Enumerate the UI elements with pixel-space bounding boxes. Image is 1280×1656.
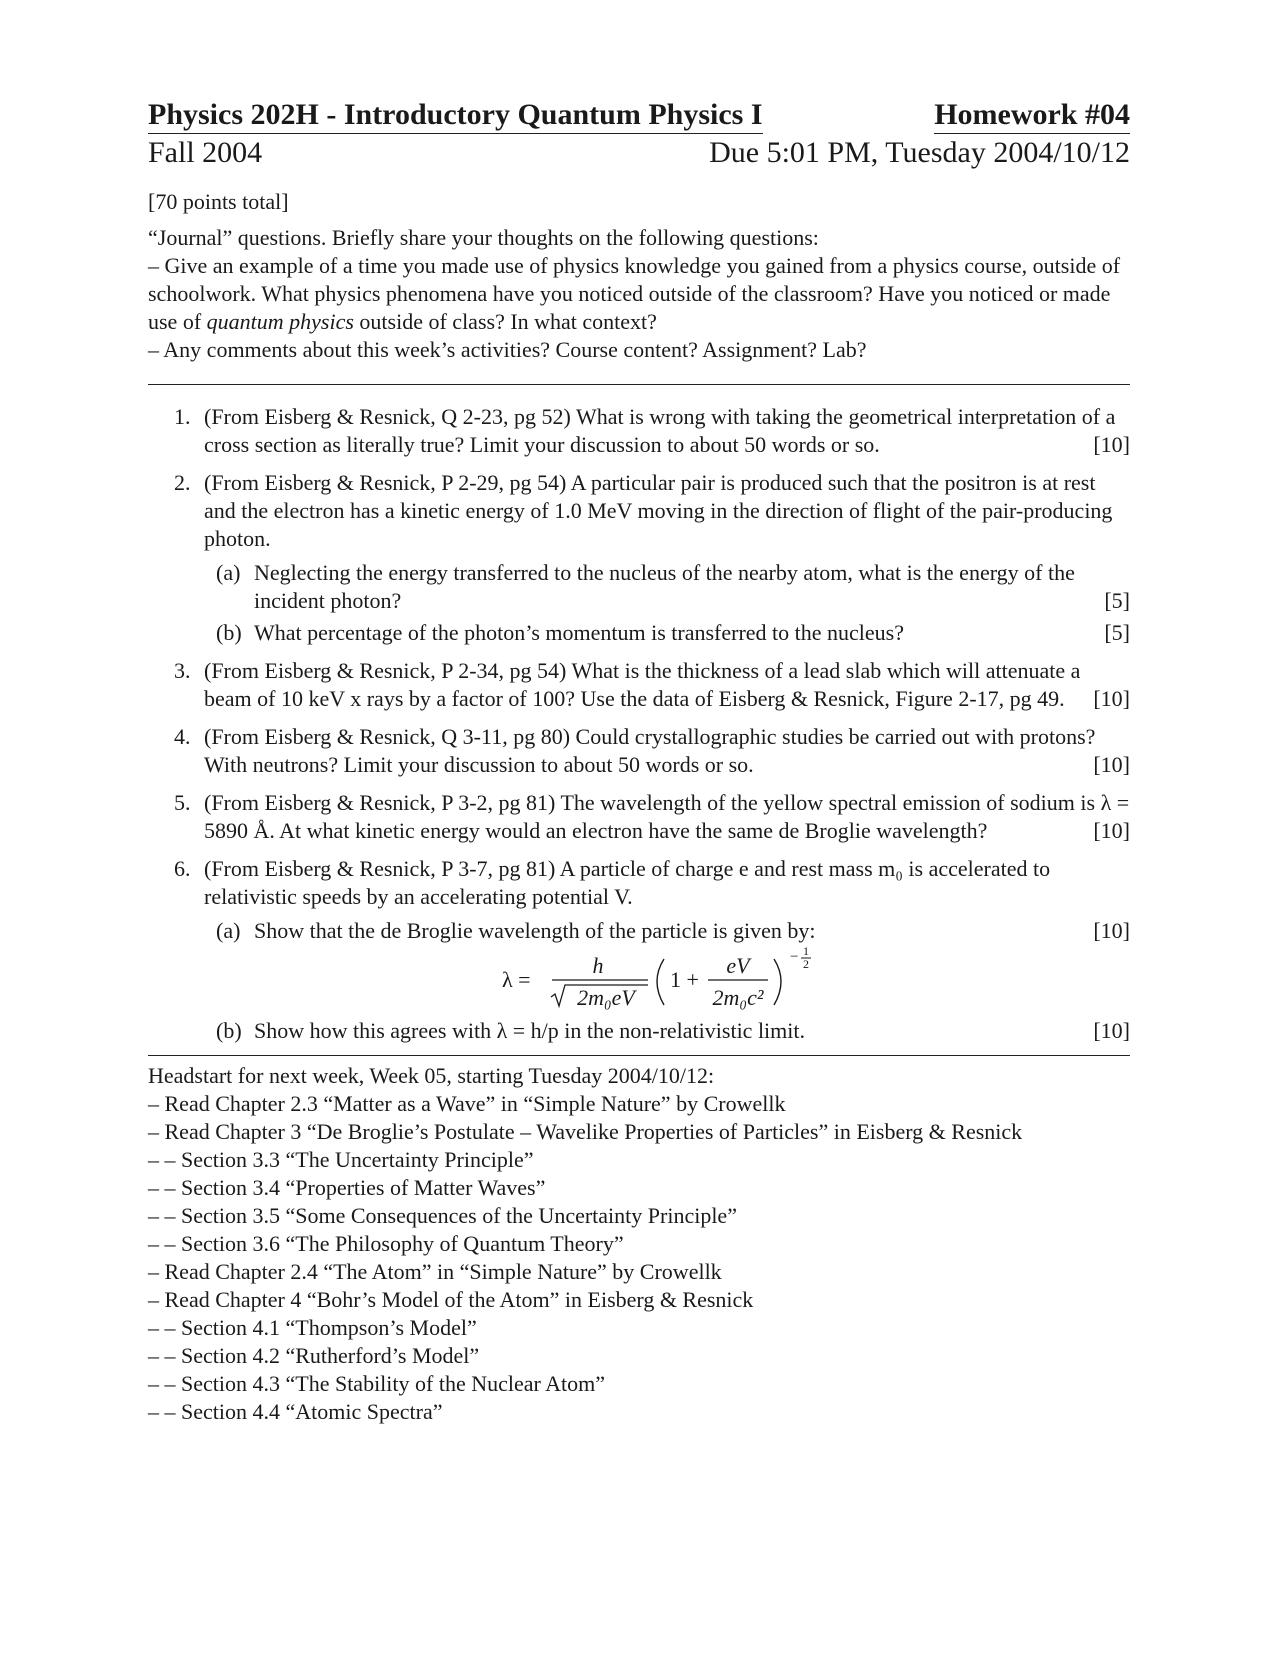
reading-item: – Read Chapter 3 “De Broglie’s Postulate – Wavelike Properties of Particles” in Eisberg & Resnick	[148, 1119, 1023, 1144]
term: Fall 2004	[148, 136, 263, 169]
part-points: [10]	[1093, 918, 1130, 943]
equation-numerator-h: h	[592, 953, 604, 978]
problem-parts-continued	[204, 1017, 1130, 1045]
equation-numerator-ev: eV	[726, 953, 750, 978]
part-b	[204, 619, 1130, 647]
part-points: [5]	[1104, 588, 1130, 613]
part-text: Show how this agrees with λ = h/p in the non-relativistic limit.	[254, 1018, 806, 1043]
exponent-sign: −	[790, 949, 799, 965]
problem-text: (From Eisberg & Resnick, P 2-34, pg 54) What is the thickness of a lead slab which will attenuate a beam of 10 keV x rays by a factor of 100? Use the data of Eisberg & Resnick, Figure 2-17, pg 49.	[204, 658, 1081, 711]
problem-text: (From Eisberg & Resnick, Q 2-23, pg 52) What is wrong with taking the geometrical interpretation of a cross section as literally true? Limit your discussion to about 50 words or so.	[204, 404, 1116, 457]
equation-denominator-1: 2m₀eV	[577, 985, 635, 1010]
part-text: Show that the de Broglie wavelength of the particle is given by:	[254, 918, 816, 943]
reading-item: – – Section 3.5 “Some Consequences of the Uncertainty Principle”	[148, 1203, 737, 1228]
problem-text: (From Eisberg & Resnick, Q 3-11, pg 80) Could crystallographic studies be carried out with protons? With neutrons? Limit your discussion to about 50 words or so.	[204, 724, 1096, 777]
problem-parts	[204, 559, 1130, 647]
part-a	[204, 559, 1130, 615]
problem-4	[148, 723, 1130, 779]
problem-points: [10]	[1093, 818, 1130, 843]
part-label: (a)	[216, 918, 241, 943]
emphasis-quantum-physics: quantum physics	[206, 309, 354, 334]
problem-number: 4.	[174, 724, 191, 749]
problem-number: 5.	[174, 790, 191, 815]
problem-text: (From Eisberg & Resnick, P 2-29, pg 54) A particular pair is produced such that the positron is at rest and the electron has a kinetic energy of 1.0 MeV moving in the direction of flight of the pair-producing photon.	[204, 470, 1113, 551]
equation-denominator-2: 2m₀c²	[712, 985, 764, 1010]
reading-item: – Read Chapter 2.4 “The Atom” in “Simple Nature” by Crowellk	[148, 1259, 722, 1284]
journal-heading: “Journal” questions. Briefly share your thoughts on the following questions:	[148, 225, 819, 250]
left-paren	[657, 959, 664, 1005]
problem-parts	[204, 917, 1130, 945]
equation-graphic	[502, 944, 832, 1011]
homework-page	[148, 98, 1130, 1426]
problem-5	[148, 789, 1130, 845]
course-title: Physics 202H - Introductory Quantum Physics I	[148, 98, 763, 134]
equation-lhs: λ =	[502, 967, 531, 992]
problem-list	[148, 403, 1130, 1045]
reading-item: – – Section 4.3 “The Stability of the Nuclear Atom”	[148, 1371, 606, 1396]
headstart-section	[148, 1062, 1130, 1426]
problem-number: 2.	[174, 470, 191, 495]
part-label: (b)	[216, 1018, 242, 1043]
reading-item: – – Section 3.4 “Properties of Matter Waves”	[148, 1175, 546, 1200]
problem-1	[148, 403, 1130, 459]
divider	[148, 1055, 1130, 1056]
homework-number: Homework #04	[934, 98, 1130, 134]
de-broglie-equation	[204, 944, 1130, 1011]
reading-item: – – Section 4.2 “Rutherford’s Model”	[148, 1343, 480, 1368]
points-total: [70 points total]	[148, 189, 289, 214]
headstart-heading: Headstart for next week, Week 05, starting Tuesday 2004/10/12:	[148, 1063, 715, 1088]
problem-2	[148, 469, 1130, 647]
journal-question-2: – Any comments about this week’s activities? Course content? Assignment? Lab?	[148, 337, 867, 362]
problem-3	[148, 657, 1130, 713]
exponent-numerator: 1	[803, 944, 809, 958]
part-points: [10]	[1093, 1018, 1130, 1043]
problem-points: [10]	[1093, 686, 1130, 711]
due-date: Due 5:01 PM, Tuesday 2004/10/12	[709, 136, 1130, 169]
problem-number: 3.	[174, 658, 191, 683]
problem-text: (From Eisberg & Resnick, P 3-2, pg 81) The wavelength of the yellow spectral emission of sodium is λ = 5890 Å. At what kinetic energy would an electron have the same de Broglie wavelength?	[204, 790, 1130, 843]
reading-item: – Read Chapter 2.3 “Matter as a Wave” in “Simple Nature” by Crowellk	[148, 1091, 786, 1116]
reading-item: – Read Chapter 4 “Bohr’s Model of the Atom” in Eisberg & Resnick	[148, 1287, 754, 1312]
problem-number: 6.	[174, 856, 191, 881]
reading-item: – – Section 4.1 “Thompson’s Model”	[148, 1315, 477, 1340]
problem-points: [10]	[1093, 432, 1130, 457]
right-paren	[774, 959, 781, 1005]
journal-section	[148, 188, 1130, 364]
reading-item: – – Section 3.3 “The Uncertainty Principle”	[148, 1147, 534, 1172]
part-text: Neglecting the energy transferred to the nucleus of the nearby atom, what is the energy of the incident photon?	[254, 560, 1075, 613]
problem-number: 1.	[174, 404, 191, 429]
part-text: What percentage of the photon’s momentum is transferred to the nucleus?	[254, 620, 905, 645]
part-label: (a)	[216, 560, 241, 585]
journal-question-1: – Give an example of a time you made use of physics knowledge you gained from a physics course, outside of schoolwork. What physics phenomena have you noticed outside of the classroom? Have you noticed or made use of quantum physics outside of class? In what context?	[148, 253, 1121, 334]
part-b	[204, 1017, 1130, 1045]
document-header	[148, 98, 1130, 170]
part-points: [5]	[1104, 620, 1130, 645]
exponent-denominator: 2	[803, 957, 809, 971]
reading-item: – – Section 4.4 “Atomic Spectra”	[148, 1399, 443, 1424]
problem-6	[148, 855, 1130, 1045]
problem-text: (From Eisberg & Resnick, P 3-7, pg 81) A particle of charge e and rest mass m₀ is accelerated to relativistic speeds by an accelerating potential V.	[204, 856, 1051, 909]
reading-item: – – Section 3.6 “The Philosophy of Quantum Theory”	[148, 1231, 624, 1256]
part-label: (b)	[216, 620, 242, 645]
problem-points: [10]	[1093, 752, 1130, 777]
divider	[148, 384, 1130, 385]
part-a	[204, 917, 1130, 945]
equation-one-plus: 1 +	[670, 967, 699, 992]
